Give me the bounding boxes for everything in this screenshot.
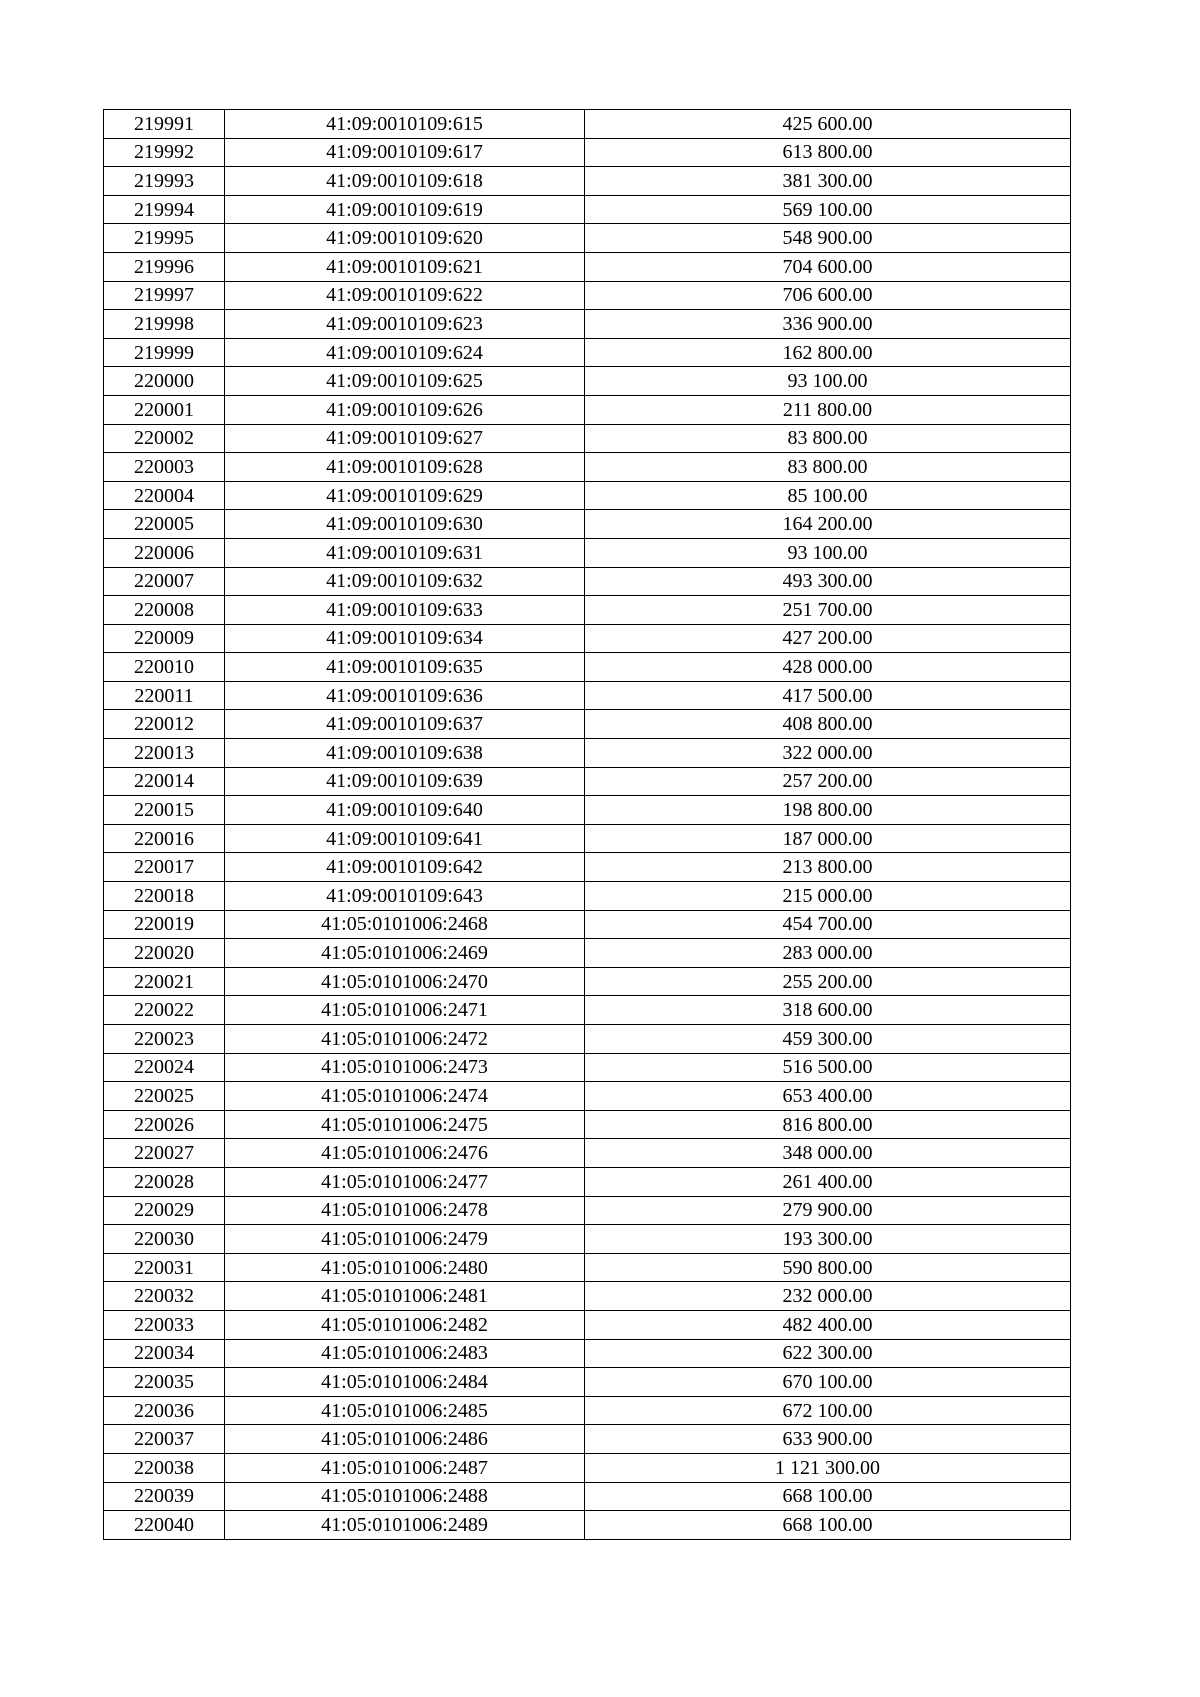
cadastral-value-cell: 706 600.00 (585, 281, 1071, 310)
cadastral-number-cell: 41:05:0101006:2476 (225, 1139, 585, 1168)
cadastral-number-cell: 41:09:0010109:632 (225, 567, 585, 596)
row-number-cell: 220014 (104, 767, 225, 796)
cadastral-value-cell: 1 121 300.00 (585, 1453, 1071, 1482)
table-row (104, 681, 1071, 710)
cadastral-value-cell: 83 800.00 (585, 453, 1071, 482)
cadastral-number-cell: 41:09:0010109:628 (225, 453, 585, 482)
row-number-cell: 219992 (104, 138, 225, 167)
row-number-cell: 220022 (104, 996, 225, 1025)
cadastral-value-cell: 816 800.00 (585, 1110, 1071, 1139)
cadastral-number-cell: 41:09:0010109:621 (225, 252, 585, 281)
cadastral-value-cell: 633 900.00 (585, 1425, 1071, 1454)
cadastral-value-cell: 198 800.00 (585, 796, 1071, 825)
cadastral-value-cell: 83 800.00 (585, 424, 1071, 453)
cadastral-value-cell: 279 900.00 (585, 1196, 1071, 1225)
table-row (104, 910, 1071, 939)
row-number-cell: 219999 (104, 338, 225, 367)
row-number-cell: 220003 (104, 453, 225, 482)
cadastral-value-cell: 318 600.00 (585, 996, 1071, 1025)
cadastral-value-cell: 548 900.00 (585, 224, 1071, 253)
row-number-cell: 220038 (104, 1453, 225, 1482)
cadastral-number-cell: 41:05:0101006:2475 (225, 1110, 585, 1139)
row-number-cell: 220023 (104, 1025, 225, 1054)
cadastral-value-cell: 590 800.00 (585, 1253, 1071, 1282)
table-row (104, 596, 1071, 625)
cadastral-number-cell: 41:05:0101006:2472 (225, 1025, 585, 1054)
row-number-cell: 220006 (104, 538, 225, 567)
table-row (104, 1196, 1071, 1225)
cadastral-value-cell: 213 800.00 (585, 853, 1071, 882)
cadastral-number-cell: 41:05:0101006:2489 (225, 1511, 585, 1540)
row-number-cell: 220018 (104, 882, 225, 911)
cadastral-value-cell: 704 600.00 (585, 252, 1071, 281)
cadastral-number-cell: 41:09:0010109:641 (225, 824, 585, 853)
cadastral-value-cell: 322 000.00 (585, 739, 1071, 768)
cadastral-value-cell: 211 800.00 (585, 395, 1071, 424)
cadastral-number-cell: 41:09:0010109:637 (225, 710, 585, 739)
table-row (104, 1110, 1071, 1139)
table-row (104, 310, 1071, 339)
cadastral-number-cell: 41:09:0010109:622 (225, 281, 585, 310)
cadastral-number-cell: 41:05:0101006:2474 (225, 1082, 585, 1111)
cadastral-number-cell: 41:05:0101006:2484 (225, 1368, 585, 1397)
row-number-cell: 220012 (104, 710, 225, 739)
cadastral-value-cell: 164 200.00 (585, 510, 1071, 539)
table-row (104, 824, 1071, 853)
table-row (104, 281, 1071, 310)
table-row (104, 424, 1071, 453)
row-number-cell: 219996 (104, 252, 225, 281)
table-row (104, 796, 1071, 825)
cadastral-number-cell: 41:09:0010109:629 (225, 481, 585, 510)
cadastral-number-cell: 41:09:0010109:642 (225, 853, 585, 882)
cadastral-value-cell: 93 100.00 (585, 367, 1071, 396)
cadastral-value-cell: 232 000.00 (585, 1282, 1071, 1311)
cadastral-value-cell: 187 000.00 (585, 824, 1071, 853)
row-number-cell: 220026 (104, 1110, 225, 1139)
cadastral-number-cell: 41:09:0010109:640 (225, 796, 585, 825)
table-row (104, 624, 1071, 653)
cadastral-number-cell: 41:05:0101006:2469 (225, 939, 585, 968)
table-row (104, 1025, 1071, 1054)
table-row (104, 1253, 1071, 1282)
cadastral-number-cell: 41:09:0010109:638 (225, 739, 585, 768)
table-row (104, 538, 1071, 567)
cadastral-value-cell: 427 200.00 (585, 624, 1071, 653)
cadastral-number-cell: 41:05:0101006:2473 (225, 1053, 585, 1082)
cadastral-value-cell: 613 800.00 (585, 138, 1071, 167)
cadastral-number-cell: 41:05:0101006:2478 (225, 1196, 585, 1225)
row-number-cell: 220020 (104, 939, 225, 968)
row-number-cell: 220019 (104, 910, 225, 939)
table-row (104, 1167, 1071, 1196)
row-number-cell: 220005 (104, 510, 225, 539)
row-number-cell: 220040 (104, 1511, 225, 1540)
cadastral-value-cell: 348 000.00 (585, 1139, 1071, 1168)
row-number-cell: 219995 (104, 224, 225, 253)
row-number-cell: 220010 (104, 653, 225, 682)
table-row (104, 1053, 1071, 1082)
table-row (104, 252, 1071, 281)
table-row (104, 338, 1071, 367)
row-number-cell: 220035 (104, 1368, 225, 1397)
cadastral-value-cell: 255 200.00 (585, 967, 1071, 996)
cadastral-number-cell: 41:05:0101006:2488 (225, 1482, 585, 1511)
cadastral-value-cell: 653 400.00 (585, 1082, 1071, 1111)
row-number-cell: 220027 (104, 1139, 225, 1168)
table-row (104, 853, 1071, 882)
row-number-cell: 219994 (104, 195, 225, 224)
row-number-cell: 220024 (104, 1053, 225, 1082)
cadastral-value-cell: 670 100.00 (585, 1368, 1071, 1397)
cadastral-value-cell: 93 100.00 (585, 538, 1071, 567)
cadastral-value-cell: 336 900.00 (585, 310, 1071, 339)
cadastral-value-cell: 283 000.00 (585, 939, 1071, 968)
cadastral-value-cell: 425 600.00 (585, 110, 1071, 139)
cadastral-number-cell: 41:05:0101006:2482 (225, 1310, 585, 1339)
cadastral-number-cell: 41:05:0101006:2471 (225, 996, 585, 1025)
table-body (104, 110, 1071, 1540)
table-row (104, 138, 1071, 167)
row-number-cell: 220030 (104, 1225, 225, 1254)
cadastral-value-cell: 215 000.00 (585, 882, 1071, 911)
cadastral-value-cell: 162 800.00 (585, 338, 1071, 367)
cadastral-value-cell: 257 200.00 (585, 767, 1071, 796)
cadastral-value-cell: 622 300.00 (585, 1339, 1071, 1368)
table-row (104, 1082, 1071, 1111)
cadastral-value-cell: 261 400.00 (585, 1167, 1071, 1196)
cadastral-number-cell: 41:09:0010109:624 (225, 338, 585, 367)
table-row (104, 481, 1071, 510)
cadastral-value-cell: 668 100.00 (585, 1482, 1071, 1511)
table-row (104, 1282, 1071, 1311)
table-row (104, 653, 1071, 682)
table-row (104, 767, 1071, 796)
table-row (104, 939, 1071, 968)
row-number-cell: 220036 (104, 1396, 225, 1425)
table-row (104, 739, 1071, 768)
row-number-cell: 220002 (104, 424, 225, 453)
cadastral-value-cell: 381 300.00 (585, 167, 1071, 196)
table-row (104, 882, 1071, 911)
table-row (104, 567, 1071, 596)
row-number-cell: 220034 (104, 1339, 225, 1368)
table-row (104, 167, 1071, 196)
cadastral-value-cell: 408 800.00 (585, 710, 1071, 739)
row-number-cell: 220011 (104, 681, 225, 710)
row-number-cell: 220031 (104, 1253, 225, 1282)
row-number-cell: 220032 (104, 1282, 225, 1311)
cadastral-value-cell: 459 300.00 (585, 1025, 1071, 1054)
cadastral-number-cell: 41:09:0010109:626 (225, 395, 585, 424)
cadastral-number-cell: 41:05:0101006:2479 (225, 1225, 585, 1254)
row-number-cell: 220013 (104, 739, 225, 768)
row-number-cell: 219997 (104, 281, 225, 310)
row-number-cell: 220001 (104, 395, 225, 424)
cadastral-value-cell: 251 700.00 (585, 596, 1071, 625)
cadastral-value-table (103, 109, 1071, 1540)
row-number-cell: 220021 (104, 967, 225, 996)
cadastral-number-cell: 41:09:0010109:631 (225, 538, 585, 567)
table-row (104, 224, 1071, 253)
cadastral-number-cell: 41:05:0101006:2486 (225, 1425, 585, 1454)
cadastral-number-cell: 41:05:0101006:2477 (225, 1167, 585, 1196)
row-number-cell: 220033 (104, 1310, 225, 1339)
row-number-cell: 220007 (104, 567, 225, 596)
cadastral-number-cell: 41:09:0010109:630 (225, 510, 585, 539)
cadastral-value-cell: 668 100.00 (585, 1511, 1071, 1540)
row-number-cell: 220028 (104, 1167, 225, 1196)
table-row (104, 1368, 1071, 1397)
table-row (104, 1482, 1071, 1511)
cadastral-number-cell: 41:05:0101006:2470 (225, 967, 585, 996)
cadastral-number-cell: 41:09:0010109:615 (225, 110, 585, 139)
cadastral-number-cell: 41:05:0101006:2487 (225, 1453, 585, 1482)
cadastral-number-cell: 41:09:0010109:639 (225, 767, 585, 796)
table-row (104, 1396, 1071, 1425)
table-row (104, 710, 1071, 739)
row-number-cell: 220009 (104, 624, 225, 653)
row-number-cell: 220029 (104, 1196, 225, 1225)
cadastral-number-cell: 41:09:0010109:643 (225, 882, 585, 911)
table-row (104, 1310, 1071, 1339)
table-row (104, 1339, 1071, 1368)
cadastral-number-cell: 41:09:0010109:620 (225, 224, 585, 253)
table-row (104, 1453, 1071, 1482)
cadastral-value-cell: 482 400.00 (585, 1310, 1071, 1339)
cadastral-number-cell: 41:09:0010109:636 (225, 681, 585, 710)
table-row (104, 110, 1071, 139)
row-number-cell: 220004 (104, 481, 225, 510)
cadastral-number-cell: 41:05:0101006:2468 (225, 910, 585, 939)
table-row (104, 1139, 1071, 1168)
table-row (104, 510, 1071, 539)
cadastral-value-cell: 428 000.00 (585, 653, 1071, 682)
cadastral-number-cell: 41:05:0101006:2481 (225, 1282, 585, 1311)
cadastral-number-cell: 41:09:0010109:635 (225, 653, 585, 682)
cadastral-value-cell: 417 500.00 (585, 681, 1071, 710)
cadastral-number-cell: 41:09:0010109:633 (225, 596, 585, 625)
cadastral-number-cell: 41:09:0010109:634 (225, 624, 585, 653)
row-number-cell: 220017 (104, 853, 225, 882)
cadastral-value-cell: 516 500.00 (585, 1053, 1071, 1082)
cadastral-value-cell: 569 100.00 (585, 195, 1071, 224)
cadastral-number-cell: 41:05:0101006:2483 (225, 1339, 585, 1368)
row-number-cell: 220039 (104, 1482, 225, 1511)
table-row (104, 195, 1071, 224)
table-row (104, 1225, 1071, 1254)
table-row (104, 367, 1071, 396)
cadastral-value-cell: 193 300.00 (585, 1225, 1071, 1254)
cadastral-number-cell: 41:09:0010109:623 (225, 310, 585, 339)
cadastral-number-cell: 41:05:0101006:2485 (225, 1396, 585, 1425)
cadastral-number-cell: 41:09:0010109:618 (225, 167, 585, 196)
row-number-cell: 220008 (104, 596, 225, 625)
cadastral-number-cell: 41:05:0101006:2480 (225, 1253, 585, 1282)
cadastral-number-cell: 41:09:0010109:619 (225, 195, 585, 224)
cadastral-value-cell: 672 100.00 (585, 1396, 1071, 1425)
row-number-cell: 219991 (104, 110, 225, 139)
table-row (104, 967, 1071, 996)
row-number-cell: 219998 (104, 310, 225, 339)
cadastral-value-cell: 85 100.00 (585, 481, 1071, 510)
row-number-cell: 220037 (104, 1425, 225, 1454)
row-number-cell: 220015 (104, 796, 225, 825)
table-row (104, 1511, 1071, 1540)
table-row (104, 1425, 1071, 1454)
table-row (104, 453, 1071, 482)
row-number-cell: 220016 (104, 824, 225, 853)
cadastral-number-cell: 41:09:0010109:627 (225, 424, 585, 453)
cadastral-value-cell: 493 300.00 (585, 567, 1071, 596)
row-number-cell: 220000 (104, 367, 225, 396)
cadastral-number-cell: 41:09:0010109:617 (225, 138, 585, 167)
cadastral-number-cell: 41:09:0010109:625 (225, 367, 585, 396)
row-number-cell: 219993 (104, 167, 225, 196)
table-row (104, 395, 1071, 424)
cadastral-value-cell: 454 700.00 (585, 910, 1071, 939)
table-row (104, 996, 1071, 1025)
row-number-cell: 220025 (104, 1082, 225, 1111)
